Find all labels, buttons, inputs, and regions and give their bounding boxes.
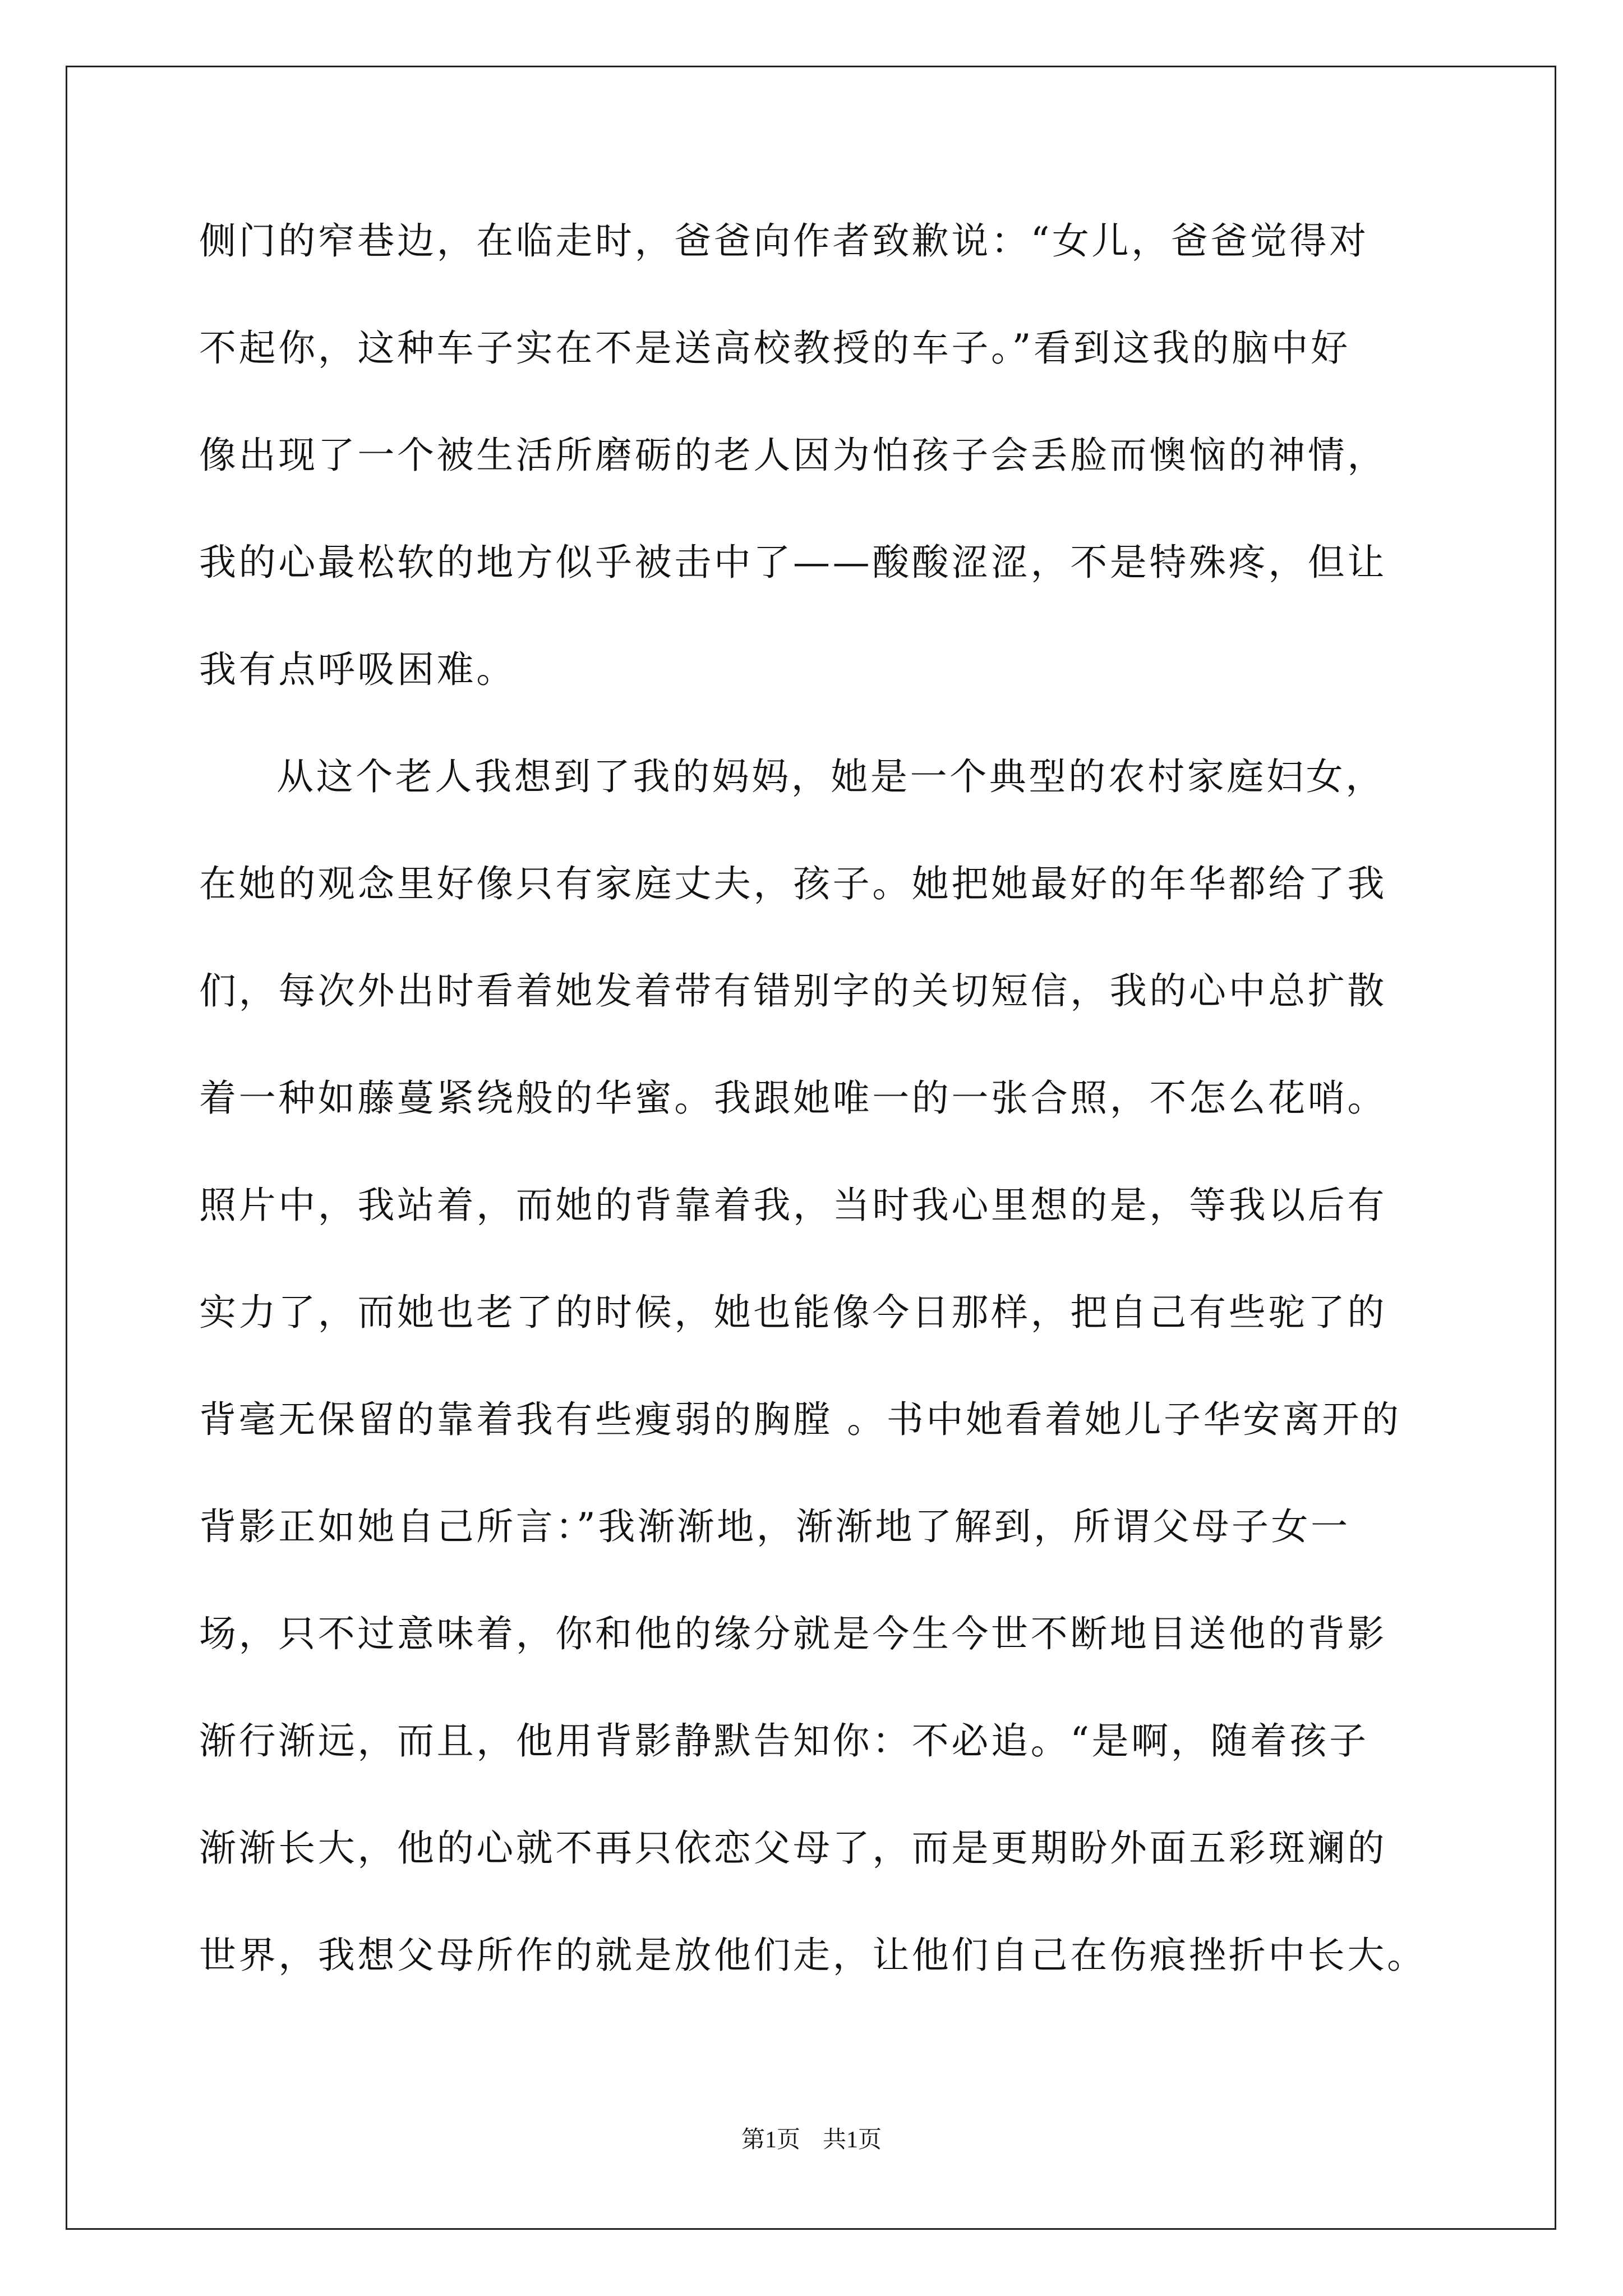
page-number-total: 共1页 — [823, 2127, 882, 2153]
text-line-6-paragraph-start: 从这个老人我想到了我的妈妈，她是一个典型的农村家庭妇女， — [276, 755, 1385, 798]
text-line-5: 我有点呼吸困难。 — [199, 648, 516, 691]
text-line-7: 在她的观念里好像只有家庭丈夫，孩子。她把她最好的年华都给了我 — [199, 862, 1387, 905]
page-footer — [0, 2126, 1623, 2154]
text-line-15: 渐行渐远，而且，他用背影静默告知你：不必追。“是啊，随着孩子 — [199, 1719, 1369, 1763]
text-line-14: 场，只不过意味着，你和他的缘分就是今生今世不断地目送他的背影 — [199, 1612, 1387, 1655]
text-line-8: 们，每次外出时看着她发着带有错别字的关切短信，我的心中总扩散 — [199, 969, 1387, 1013]
text-line-3: 像出现了一个被生活所磨砺的老人因为怕孩子会丢脸而懊恼的神情， — [199, 434, 1387, 477]
body-text — [199, 213, 1433, 2035]
text-line-9: 着一种如藤蔓紧绕般的华蜜。我跟她唯一的一张合照，不怎么花哨。 — [199, 1076, 1387, 1120]
text-line-16: 渐渐长大，他的心就不再只依恋父母了，而是更期盼外面五彩斑斓的 — [199, 1826, 1387, 1870]
page-number-current: 第1页 — [741, 2127, 800, 2153]
text-line-2: 不起你，这种车子实在不是送高校教授的车子。”看到这我的脑中好 — [199, 326, 1350, 370]
text-line-10: 照片中，我站着，而她的背靠着我，当时我心里想的是，等我以后有 — [199, 1184, 1387, 1227]
text-line-13: 背影正如她自己所言：”我渐渐地，渐渐地了解到，所谓父母子女一 — [199, 1505, 1350, 1548]
text-line-4: 我的心最松软的地方似乎被击中了——酸酸涩涩，不是特殊疼，但让 — [199, 541, 1387, 584]
text-line-1: 侧门的窄巷边，在临走时，爸爸向作者致歉说：“女儿，爸爸觉得对 — [199, 219, 1369, 263]
text-line-11: 实力了，而她也老了的时候，她也能像今日那样，把自己有些驼了的 — [199, 1291, 1387, 1334]
text-line-17: 世界，我想父母所作的就是放他们走，让他们自己在伤痕挫折中长大。 — [199, 1934, 1427, 1977]
text-line-12: 背毫无保留的靠着我有些瘦弱的胸膛 。书中她看着她儿子华安离开的 — [199, 1398, 1401, 1441]
